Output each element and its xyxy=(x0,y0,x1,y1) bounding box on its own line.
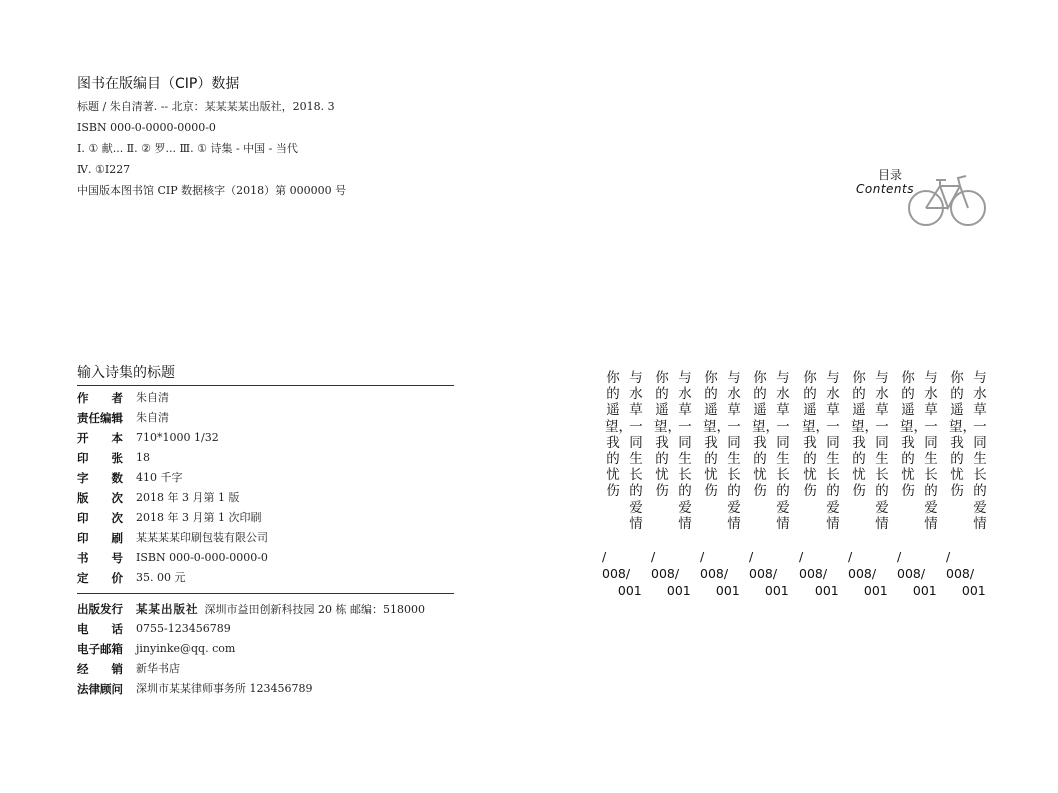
toc-page-number: / 008/ 001 xyxy=(897,549,937,598)
contact-row xyxy=(77,679,425,699)
info-value: 18 xyxy=(136,451,150,464)
cip-line: 中国版本图书馆 CIP 数据核字（2018）第 000000 号 xyxy=(77,184,347,197)
info-label: 字数 xyxy=(77,471,123,485)
toc-entry-title: 与水草一同生长的爱情 xyxy=(776,370,790,532)
toc-entry-title: 与水草一同生长的爱情 xyxy=(727,370,741,532)
info-value: 2018 年 3 月第 1 版 xyxy=(136,491,240,504)
contact-label: 法律顾问 xyxy=(77,682,123,696)
toc-page-number: / 008/ 001 xyxy=(799,549,839,598)
toc-entry-title: 与水草一同生长的爱情 xyxy=(973,370,987,532)
publisher-value xyxy=(136,599,425,619)
toc-entry[interactable] xyxy=(700,370,748,598)
info-label: 开本 xyxy=(77,431,123,445)
toc-entry[interactable] xyxy=(602,370,650,598)
info-row xyxy=(77,508,268,528)
toc-page-number: / 008/ 001 xyxy=(848,549,888,598)
cip-title: 图书在版编目（CIP）数据 xyxy=(77,76,240,92)
toc-entry-title: 与水草一同生长的爱情 xyxy=(629,370,643,532)
publisher-label: 出版发行 xyxy=(77,602,123,616)
info-row xyxy=(77,468,268,488)
toc-entry-title: 你的遥望，我的忧伤 xyxy=(802,370,829,500)
info-row xyxy=(77,548,268,568)
info-row xyxy=(77,448,268,468)
contact-row xyxy=(77,659,425,679)
publisher-row xyxy=(77,599,425,619)
info-value: 朱自清 xyxy=(136,411,169,424)
book-title: 输入诗集的标题 xyxy=(77,365,175,381)
contact-row xyxy=(77,619,425,639)
info-value: 710*1000 1/32 xyxy=(136,431,219,444)
toc-entry-title: 你的遥望，我的忧伤 xyxy=(949,370,976,500)
toc-page-number: / 008/ 001 xyxy=(602,549,642,598)
book-info-table xyxy=(77,388,268,588)
toc-page-number: / 008/ 001 xyxy=(700,549,740,598)
cip-line: Ⅰ. ① 献... Ⅱ. ② 罗... Ⅲ. ① 诗集 - 中国 - 当代 xyxy=(77,142,298,155)
toc-entry[interactable] xyxy=(799,370,847,598)
info-row xyxy=(77,408,268,428)
contact-label: 经销 xyxy=(77,662,123,676)
info-row xyxy=(77,568,268,588)
info-row xyxy=(77,488,268,508)
info-value: 2018 年 3 月第 1 次印刷 xyxy=(136,511,262,524)
publisher-logo: 某某出版社 xyxy=(136,602,199,616)
info-label: 书号 xyxy=(77,551,123,565)
bicycle-icon xyxy=(906,172,988,228)
toc-entry-title: 你的遥望，我的忧伤 xyxy=(654,370,681,500)
contents-logo-en: Contents xyxy=(856,182,914,196)
toc-entry-title: 你的遥望，我的忧伤 xyxy=(851,370,878,500)
toc-entry[interactable] xyxy=(897,370,945,598)
info-label: 印张 xyxy=(77,451,123,465)
contact-value: 0755-123456789 xyxy=(136,622,231,635)
info-value: 朱自清 xyxy=(136,391,169,404)
toc-page-number: / 008/ 001 xyxy=(946,549,986,598)
divider xyxy=(77,385,454,386)
toc-entry[interactable] xyxy=(749,370,797,598)
info-value: 410 千字 xyxy=(136,471,183,484)
toc-page-number: / 008/ 001 xyxy=(749,549,789,598)
cip-line: Ⅳ. ①I227 xyxy=(77,163,131,176)
toc-entry[interactable] xyxy=(946,370,994,598)
info-value: 35. 00 元 xyxy=(136,571,186,584)
contact-value: 新华书店 xyxy=(136,662,180,675)
info-label: 责任编辑 xyxy=(77,411,123,425)
contact-label: 电话 xyxy=(77,622,123,636)
info-label: 印刷 xyxy=(77,531,123,545)
toc-entry-title: 你的遥望，我的忧伤 xyxy=(703,370,730,500)
info-value: ISBN 000-0-000-0000-0 xyxy=(136,551,268,564)
info-label: 定价 xyxy=(77,571,123,585)
publisher-table xyxy=(77,599,425,699)
info-label: 印次 xyxy=(77,511,123,525)
cip-line: 标题 / 朱自清著. -- 北京：某某某某出版社，2018. 3 xyxy=(77,100,335,113)
info-value: 某某某某印刷包装有限公司 xyxy=(136,531,268,544)
contact-value: 深圳市某某律师事务所 123456789 xyxy=(136,682,313,695)
cip-data-block xyxy=(77,96,346,201)
toc-entry-title: 你的遥望，我的忧伤 xyxy=(900,370,927,500)
info-row xyxy=(77,388,268,408)
cip-line: ISBN 000-0-0000-0000-0 xyxy=(77,121,216,134)
toc-page-number: / 008/ 001 xyxy=(651,549,691,598)
info-row xyxy=(77,528,268,548)
contact-label: 电子邮箱 xyxy=(77,642,123,656)
contact-row xyxy=(77,639,425,659)
publisher-address: 深圳市益田创新科技园 20 栋 邮编：518000 xyxy=(204,603,425,616)
info-row xyxy=(77,428,268,448)
toc-entry[interactable] xyxy=(848,370,896,598)
toc-entry-title: 与水草一同生长的爱情 xyxy=(875,370,889,532)
toc-entry-title: 与水草一同生长的爱情 xyxy=(924,370,938,532)
toc-entry-title: 与水草一同生长的爱情 xyxy=(826,370,840,532)
toc-entry-title: 你的遥望，我的忧伤 xyxy=(752,370,779,500)
toc-entry[interactable] xyxy=(651,370,699,598)
contents-logo xyxy=(852,166,992,230)
info-label: 作者 xyxy=(77,391,123,405)
info-label: 版次 xyxy=(77,491,123,505)
toc-entry-title: 与水草一同生长的爱情 xyxy=(678,370,692,532)
toc-entry-title: 你的遥望，我的忧伤 xyxy=(605,370,632,500)
divider xyxy=(77,593,454,594)
contact-value: jinyinke@qq. com xyxy=(136,642,236,655)
contents-logo-cn: 目录 xyxy=(878,168,903,182)
table-of-contents xyxy=(600,370,1000,598)
